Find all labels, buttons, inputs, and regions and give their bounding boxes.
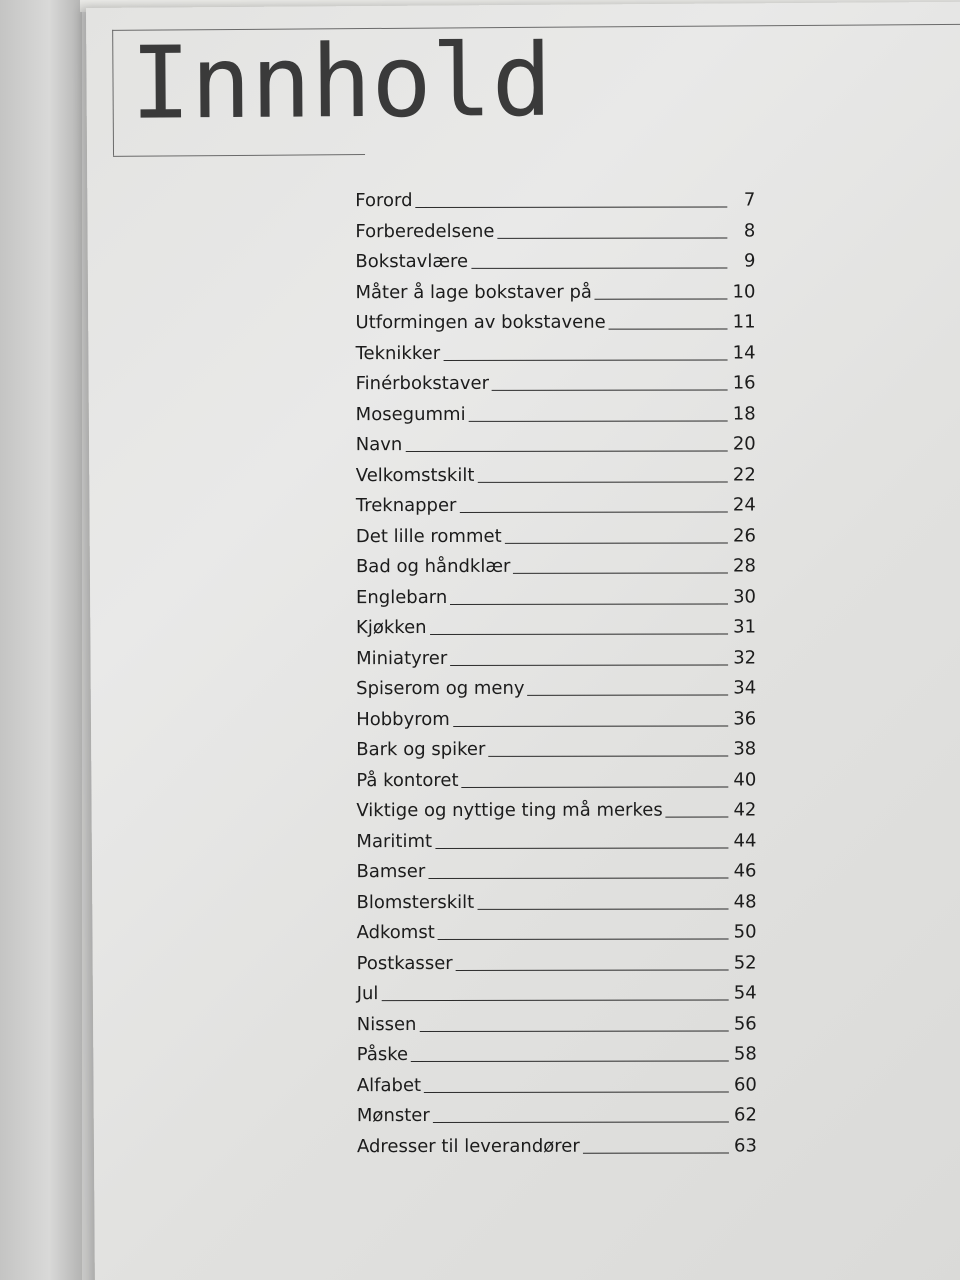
toc-leader-line <box>453 725 728 726</box>
toc-leader-line <box>405 450 727 452</box>
toc-entry-title: Treknapper <box>355 494 457 517</box>
toc-entry <box>357 1135 757 1166</box>
toc-leader-line <box>416 206 728 208</box>
toc-leader-line <box>456 969 729 970</box>
toc-leader-line <box>583 1152 729 1153</box>
toc-entry <box>355 189 755 220</box>
toc-entry-page-number: 30 <box>733 585 757 607</box>
toc-entry <box>357 982 757 1013</box>
toc-leader-line <box>381 999 728 1001</box>
toc-entry <box>356 525 756 556</box>
toc-entry <box>356 555 756 586</box>
toc-leader-line <box>488 755 728 756</box>
toc-leader-line <box>411 1060 729 1062</box>
toc-entry-page-number: 44 <box>733 829 757 851</box>
toc-entry <box>356 403 756 434</box>
toc-entry-page-number: 36 <box>733 707 757 729</box>
toc-leader-line <box>595 298 728 299</box>
toc-entry-title: Mønster <box>356 1104 430 1127</box>
toc-entry <box>356 677 756 708</box>
toc-entry-title: Maritimt <box>356 830 433 852</box>
toc-entry-page-number: 31 <box>733 616 757 638</box>
toc-entry-page-number: 14 <box>732 341 756 363</box>
toc-entry-page-number: 9 <box>743 250 756 272</box>
toc-entry-title: Det lille rommet <box>355 525 502 547</box>
toc-entry <box>356 830 756 861</box>
toc-entry <box>357 1074 757 1105</box>
toc-entry-page-number: 20 <box>732 433 756 455</box>
toc-leader-line <box>492 389 728 390</box>
toc-entry-title: Spiserom og meny <box>356 677 525 700</box>
toc-entry-page-number: 38 <box>733 738 757 760</box>
toc-entry <box>357 921 757 952</box>
toc-entry-title: Englebarn <box>355 586 448 608</box>
book-page <box>86 2 960 1280</box>
title-frame-left-rule <box>112 30 114 156</box>
toc-leader-line <box>435 847 728 849</box>
toc-entry <box>356 342 756 373</box>
toc-entry-page-number: 48 <box>733 890 757 912</box>
toc-entry-title: Utformingen av bokstavene <box>355 311 606 334</box>
toc-entry-title: Mosegummi <box>355 403 466 425</box>
toc-entry <box>356 860 756 891</box>
left-book-page <box>0 0 82 1280</box>
toc-entry-page-number: 32 <box>733 646 757 668</box>
toc-entry-page-number: 28 <box>733 555 756 577</box>
toc-entry-page-number: 56 <box>733 1012 757 1034</box>
toc-leader-line <box>443 359 727 360</box>
toc-leader-line <box>513 572 728 573</box>
toc-entry <box>355 220 755 251</box>
toc-entry-page-number: 46 <box>733 860 757 882</box>
toc-entry <box>355 250 755 281</box>
toc-leader-line <box>528 694 729 695</box>
toc-leader-line <box>498 237 728 238</box>
toc-entry <box>355 311 755 342</box>
toc-entry-title: Velkomstskilt <box>355 464 475 486</box>
toc-leader-line <box>450 664 728 665</box>
toc-entry-title: Måter å lage bokstaver på <box>355 281 592 303</box>
toc-entry-page-number: 40 <box>733 768 757 790</box>
toc-entry-title: Adresser til leverandører <box>356 1135 580 1157</box>
toc-entry-page-number: 8 <box>743 219 756 241</box>
toc-entry <box>356 464 756 495</box>
toc-entry-title: Bad og håndklær <box>355 555 511 578</box>
toc-entry-page-number: 24 <box>732 494 756 516</box>
toc-entry-title: Teknikker <box>355 342 441 364</box>
toc-entry-title: Påske <box>356 1044 409 1066</box>
toc-entry <box>356 799 756 830</box>
toc-entry <box>356 616 756 647</box>
toc-entry-title: Bamser <box>356 861 426 883</box>
toc-leader-line <box>505 542 728 543</box>
toc-leader-line <box>419 1030 728 1032</box>
toc-leader-line <box>450 603 728 604</box>
toc-entry-title: Forord <box>355 190 413 212</box>
toc-leader-line <box>459 511 727 512</box>
toc-entry <box>356 433 756 464</box>
toc-entry-page-number: 7 <box>743 189 756 211</box>
toc-leader-line <box>609 328 728 329</box>
toc-entry-page-number: 52 <box>733 951 757 973</box>
toc-entry-title: Viktige og nyttige ting må merkes <box>356 799 663 822</box>
toc-entry-title: Forberedelsene <box>355 220 495 242</box>
toc-entry-title: Adkomst <box>356 921 435 944</box>
toc-leader-line <box>666 816 729 817</box>
toc-leader-line <box>477 481 727 482</box>
toc-entry-title: Hobbyrom <box>356 708 450 730</box>
toc-entry-title: Finérbokstaver <box>355 372 490 395</box>
toc-entry <box>356 586 756 617</box>
toc-entry-title: Blomsterskilt <box>356 891 475 913</box>
toc-entry <box>355 281 755 312</box>
toc-entry <box>357 1013 757 1044</box>
toc-entry-title: Nissen <box>356 1013 417 1035</box>
toc-entry-title: Navn <box>355 434 403 456</box>
toc-entry-title: Alfabet <box>356 1074 422 1096</box>
toc-entry-page-number: 16 <box>732 372 756 394</box>
toc-entry-title: Bark og spiker <box>356 738 486 761</box>
toc-entry <box>356 738 756 769</box>
toc-entry-page-number: 10 <box>732 280 756 302</box>
toc-entry-page-number: 34 <box>733 677 757 699</box>
toc-entry-title: Jul <box>356 983 379 1005</box>
toc-entry <box>356 708 756 739</box>
toc-entry-page-number: 62 <box>733 1104 757 1126</box>
toc-entry-page-number: 60 <box>733 1073 757 1095</box>
toc-leader-line <box>430 633 728 635</box>
toc-entry <box>357 1104 757 1135</box>
toc-entry-title: Miniatyrer <box>356 647 448 669</box>
toc-entry-page-number: 42 <box>733 799 757 821</box>
toc-entry <box>357 891 757 922</box>
toc-entry-title: Bokstavlære <box>355 250 469 273</box>
toc-entry <box>356 769 756 800</box>
toc-leader-line <box>433 1121 729 1123</box>
toc-entry-page-number: 58 <box>733 1043 757 1065</box>
toc-leader-line <box>428 877 728 879</box>
toc-entry-page-number: 50 <box>733 921 757 943</box>
toc-entry-page-number: 54 <box>733 982 757 1004</box>
toc-entry-page-number: 18 <box>732 402 756 424</box>
toc-entry-page-number: 63 <box>734 1134 757 1156</box>
toc-leader-line <box>438 938 729 940</box>
toc-entry <box>356 647 756 678</box>
toc-leader-line <box>471 267 727 268</box>
toc-entry-page-number: 26 <box>732 524 756 546</box>
page-title: Innhold <box>130 21 553 142</box>
toc-entry-title: På kontoret <box>356 769 459 791</box>
toc-entry-title: Postkasser <box>356 952 453 974</box>
toc-entry <box>357 1043 757 1074</box>
toc-entry-title: Kjøkken <box>356 617 427 639</box>
table-of-contents <box>355 189 757 1166</box>
toc-leader-line <box>424 1091 729 1093</box>
toc-entry <box>356 372 756 403</box>
toc-entry-page-number: 11 <box>732 311 756 333</box>
toc-leader-line <box>477 908 728 909</box>
toc-leader-line <box>469 420 728 421</box>
toc-entry-page-number: 22 <box>732 463 756 485</box>
toc-entry <box>356 494 756 525</box>
toc-entry <box>357 952 757 983</box>
title-frame-bottom-rule <box>113 154 365 157</box>
toc-leader-line <box>462 786 729 787</box>
